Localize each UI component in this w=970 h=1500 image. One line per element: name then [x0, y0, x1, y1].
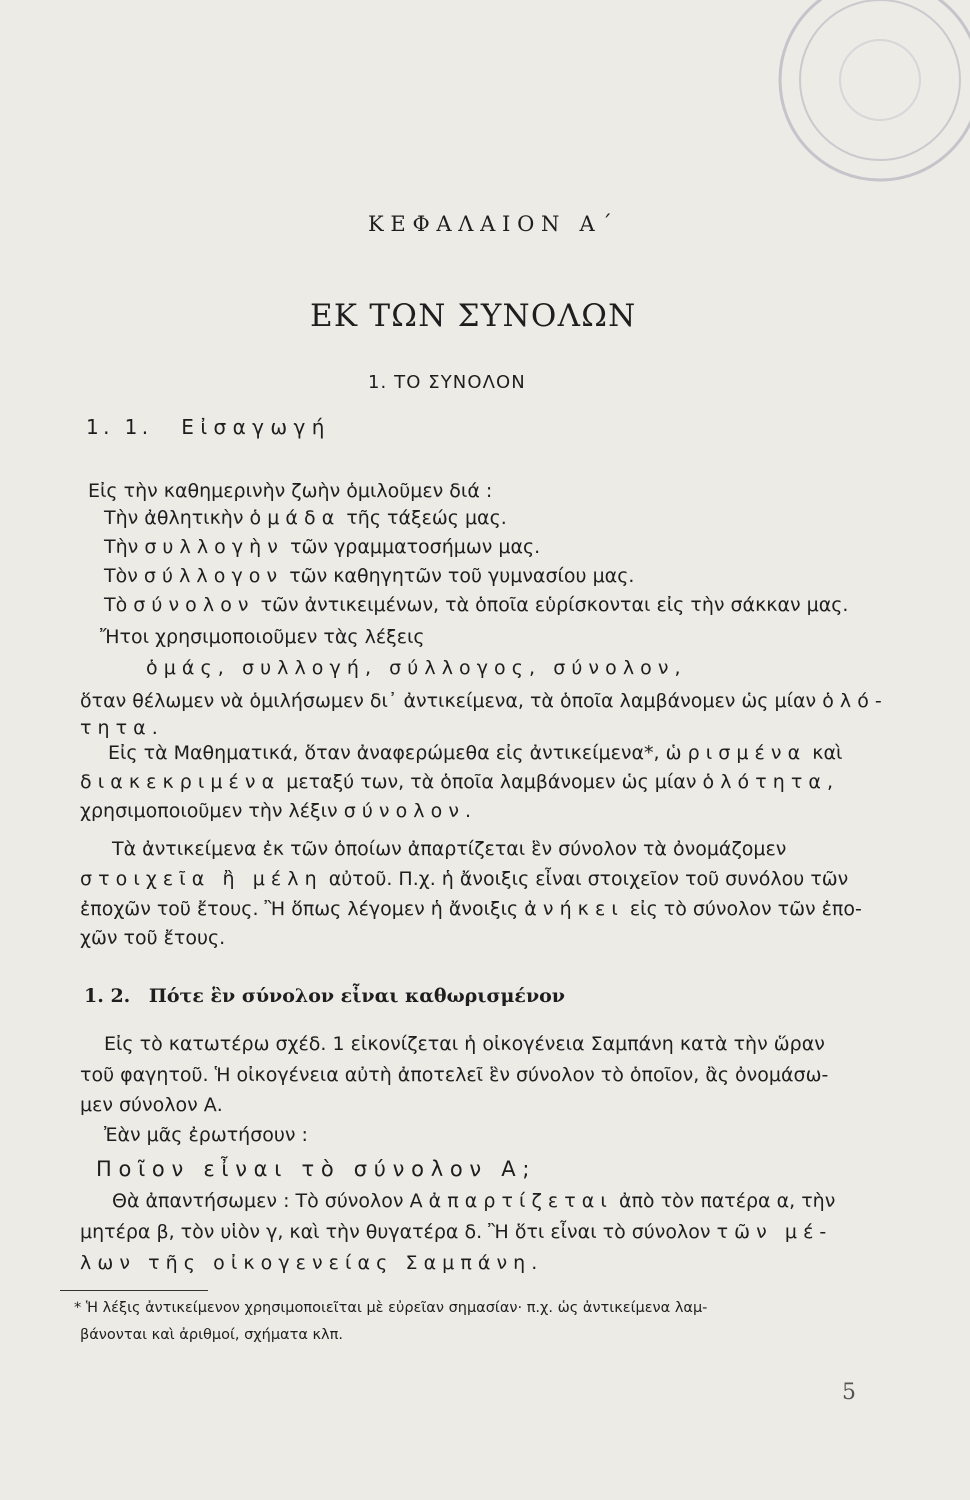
question-line: Ποῖον εἶναι τὸ σύνολον Α; — [96, 1157, 537, 1181]
spaced-term: ὁλότητα, — [702, 771, 840, 793]
footnote-line: * Ἡ λέξις ἀντικείμενον χρησιμοποιεῖται μὲ εὐρεῖαν σημασίαν· π.χ. ὡς ἀντικείμενα λαμ- — [74, 1300, 708, 1316]
spaced-term: ὡρισμένα — [665, 742, 807, 764]
text-line: τητα. — [80, 717, 164, 739]
subsection-title: Πότε ἓν σύνολον εἶναι καθωρισμένον — [148, 985, 565, 1007]
text-line: Τὸ σύνολον τῶν ἀντικειμένων, τὰ ὁποῖα εὑρίσκονται εἰς τὴν σάκκαν μας. — [104, 594, 849, 616]
text-line: Τὴν ἀθλητικὴν ὁμάδα τῆς τάξεώς μας. — [104, 507, 507, 529]
footnote-line: βάνονται καὶ ἀριθμοί, σχήματα κλπ. — [80, 1327, 343, 1343]
text-line: Εἰς τὰ Μαθηματικά, ὅταν ἀναφερώμεθα εἰς ἀντικείμενα*, ὡρισμένα καὶ — [108, 742, 843, 764]
text-line: ὅταν θέλωμεν νὰ ὁμιλήσωμεν δι᾽ ἀντικείμενα, τὰ ὁποῖα λαμβάνομεν ὡς μίαν ὁλό- — [80, 690, 888, 712]
text-line: Εἰς τὸ κατωτέρω σχέδ. 1 εἰκονίζεται ἡ οἰκογένεια Σαμπάνη κατὰ τὴν ὥραν — [104, 1033, 825, 1055]
chapter-heading: ΚΕΦΑΛΑΙΟΝ Α΄ — [368, 212, 619, 236]
spaced-term: τῶν μέ- — [716, 1221, 833, 1243]
spaced-term-line: ὁμάς, συλλογή, σύλλογος, σύνολον, — [146, 657, 687, 679]
text-line: Τὸν σύλλογον τῶν καθηγητῶν τοῦ γυμνασίου μας. — [104, 565, 635, 587]
subsection-title: Εἰσαγωγή — [181, 415, 331, 439]
spaced-term: συλλογὴν — [144, 536, 285, 558]
text-line: Εἰς τὴν καθημερινὴν ζωὴν ὁμιλοῦμεν διά : — [88, 480, 493, 502]
section-title: 1. ΤΟ ΣΥΝΟΛΟΝ — [368, 372, 526, 393]
text-line: λων τῆς οἰκογενείας Σαμπάνη. — [80, 1252, 544, 1274]
text-line: Τὴν συλλογὴν τῶν γραμματοσήμων μας. — [104, 536, 541, 558]
text-line: χῶν τοῦ ἔτους. — [80, 927, 226, 949]
text-line: στοιχεῖα ἢ μέλη αὐτοῦ. Π.χ. ἡ ἄνοιξις εἶναι στοιχεῖον τοῦ συνόλου τῶν — [80, 868, 849, 890]
spaced-term: ὁμάδα — [249, 507, 341, 529]
text-line: μεν σύνολον Α. — [80, 1094, 223, 1116]
text-line: Θὰ ἀπαντήσωμεν : Τὸ σύνολον Α ἀπαρτίζεται ἀπὸ τὸν πατέρα α, τὴν — [112, 1190, 836, 1212]
text-line: τοῦ φαγητοῦ. Ἡ οἰκογένεια αὐτὴ ἀποτελεῖ ἓν σύνολον τὸ ὁποῖον, ἂς ὀνομάσω- — [80, 1064, 829, 1086]
spaced-term: στοιχεῖα ἢ μέλη — [80, 868, 323, 890]
spaced-term: σύνολον. — [343, 800, 478, 822]
subsection-number: 1. 2. — [84, 985, 131, 1007]
subsection-heading — [84, 985, 565, 1007]
spaced-term: διακεκριμένα — [80, 771, 281, 793]
text-line: μητέρα β, τὸν υἱὸν γ, καὶ τὴν θυγατέρα δ. Ἢ ὅτι εἶναι τὸ σύνολον τῶν μέ- — [80, 1221, 833, 1243]
chapter-title: ΕΚ ΤΩΝ ΣΥΝΟΛΩΝ — [310, 298, 637, 334]
subsection-number: 1. 1. — [86, 415, 153, 439]
spaced-term: σύνολον — [133, 594, 255, 616]
subsection-heading — [86, 415, 331, 439]
spaced-term: ἀνήκει — [524, 898, 624, 920]
spaced-term: ὁλό- — [822, 690, 888, 712]
footnote-divider — [60, 1290, 208, 1291]
text-line: Τὰ ἀντικείμενα ἐκ τῶν ὁποίων ἀπαρτίζεται ἓν σύνολον τὰ ὀνομάζομεν — [112, 838, 787, 860]
text-line: χρησιμοποιοῦμεν τὴν λέξιν σύνολον. — [80, 800, 478, 822]
text-line: ἐποχῶν τοῦ ἔτους. Ἢ ὅπως λέγομεν ἡ ἄνοιξις ἀνήκει εἰς τὸ σύνολον τῶν ἐπο- — [80, 898, 862, 920]
page-number: 5 — [842, 1380, 856, 1405]
library-stamp-icon — [760, 0, 970, 200]
spaced-term: σύλλογον — [143, 565, 284, 587]
text-line: διακεκριμένα μεταξύ των, τὰ ὁποῖα λαμβάνομεν ὡς μίαν ὁλότητα, — [80, 771, 840, 793]
text-line: Ἐὰν μᾶς ἐρωτήσουν : — [104, 1124, 308, 1146]
text-line: Ἤτοι χρησιμοποιοῦμεν τὰς λέξεις — [100, 626, 425, 648]
spaced-term: ἀπαρτίζεται — [428, 1190, 613, 1212]
